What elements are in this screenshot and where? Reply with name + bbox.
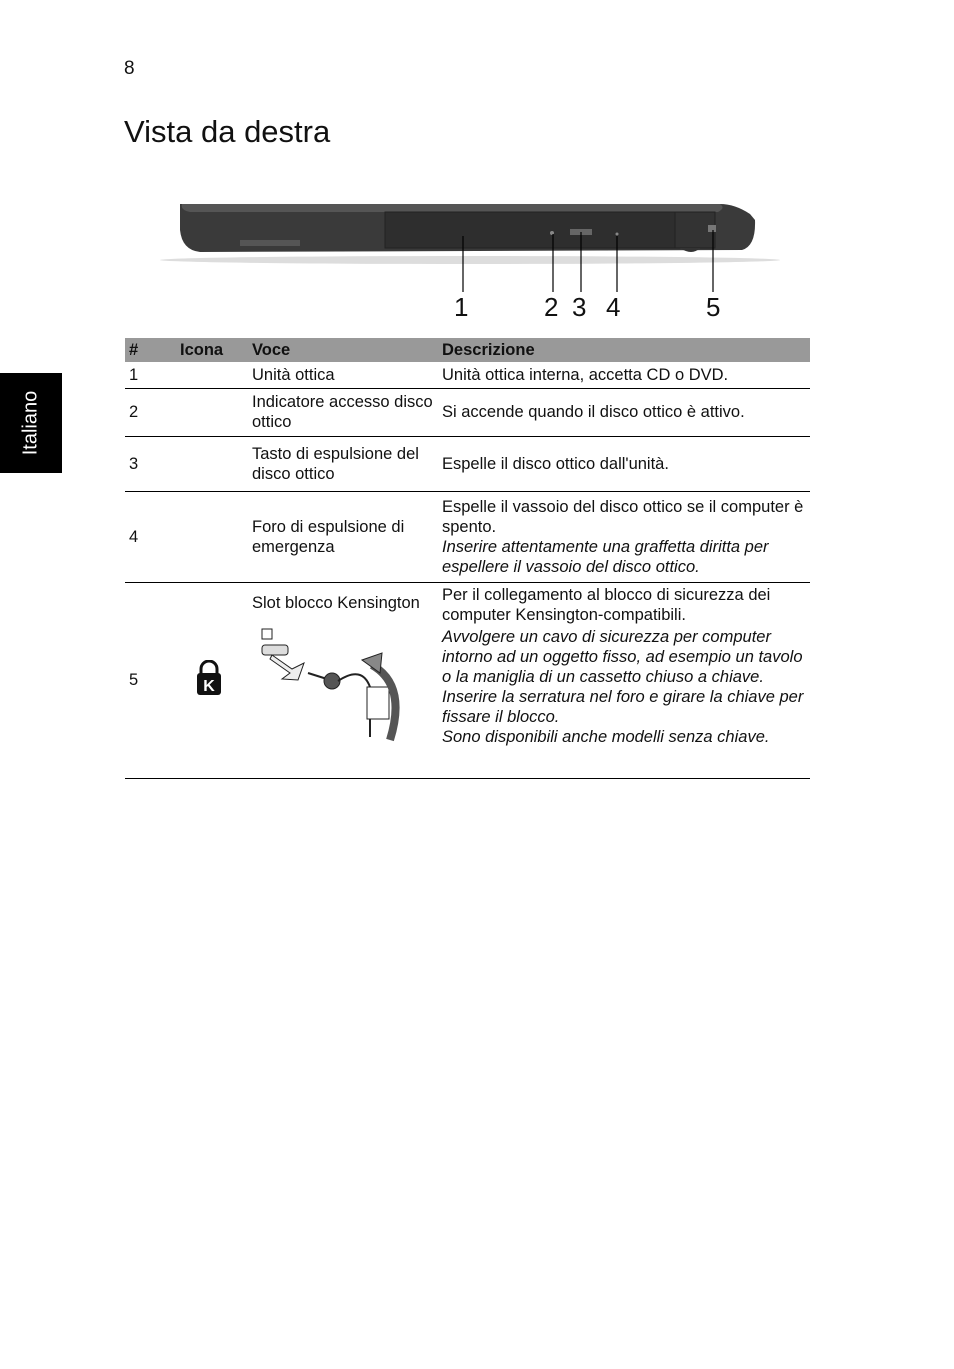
svg-text:K: K (203, 677, 215, 695)
row-number: 3 (125, 436, 170, 491)
side-language-tab (0, 373, 62, 473)
description-note: Sono disponibili anche modelli senza chiave. (442, 727, 770, 746)
row-icon (170, 491, 248, 582)
row-number: 5 (125, 582, 170, 778)
row-description (438, 582, 810, 778)
row-item: Indicatore accesso disco ottico (248, 388, 438, 436)
header-item: Voce (248, 338, 438, 362)
kensington-lock-icon (195, 660, 223, 696)
row-icon (170, 388, 248, 436)
side-tab-label: Italiano (19, 390, 42, 456)
row-item: Unità ottica (248, 362, 438, 388)
description-text: Per il collegamento al blocco di sicurezza dei computer Kensington-compatibili. (442, 585, 771, 624)
laptop-right-side-illustration (160, 190, 780, 330)
callout-4: 4 (606, 292, 621, 322)
header-description: Descrizione (438, 338, 810, 362)
header-number: # (125, 338, 170, 362)
table-row (125, 491, 810, 582)
description-note: Avvolgere un cavo di sicurezza per computer intorno ad un oggetto fisso, ad esempio un tavolo o la maniglia di un cassetto chiuso a chiave. (442, 627, 803, 686)
row-description: Espelle il disco ottico dall'unità. (438, 436, 810, 491)
page-number: 8 (124, 58, 135, 79)
row-item-label: Slot blocco Kensington (252, 593, 420, 612)
row-icon (170, 362, 248, 388)
row-icon (170, 582, 248, 778)
table-row (125, 582, 810, 778)
table-header-row (125, 338, 810, 362)
page-title: Vista da destra (124, 114, 331, 149)
row-number: 1 (125, 362, 170, 388)
row-item: Foro di espulsione di emergenza (248, 491, 438, 582)
table-row (125, 362, 810, 388)
callout-1: 1 (454, 292, 469, 322)
table-row (125, 436, 810, 491)
description-text: Espelle il vassoio del disco ottico se il computer è spento. (442, 497, 804, 536)
row-description: Unità ottica interna, accetta CD o DVD. (438, 362, 810, 388)
row-description (438, 491, 810, 582)
row-description: Si accende quando il disco ottico è attivo. (438, 388, 810, 436)
row-icon (170, 436, 248, 491)
row-number: 4 (125, 491, 170, 582)
row-number: 2 (125, 388, 170, 436)
callout-5: 5 (706, 292, 721, 322)
description-note: Inserire attentamente una graffetta diritta per espellere il vassoio del disco ottico. (442, 537, 769, 576)
table-row (125, 388, 810, 436)
ports-table (125, 338, 810, 779)
description-note: Inserire la serratura nel foro e girare la chiave per fissare il blocco. (442, 687, 804, 726)
callout-3: 3 (572, 292, 587, 322)
header-icon: Icona (170, 338, 248, 362)
kensington-lock-usage-illustration (252, 625, 412, 750)
row-item: Tasto di espulsione del disco ottico (248, 436, 438, 491)
callout-2: 2 (544, 292, 559, 322)
row-item (248, 582, 438, 778)
